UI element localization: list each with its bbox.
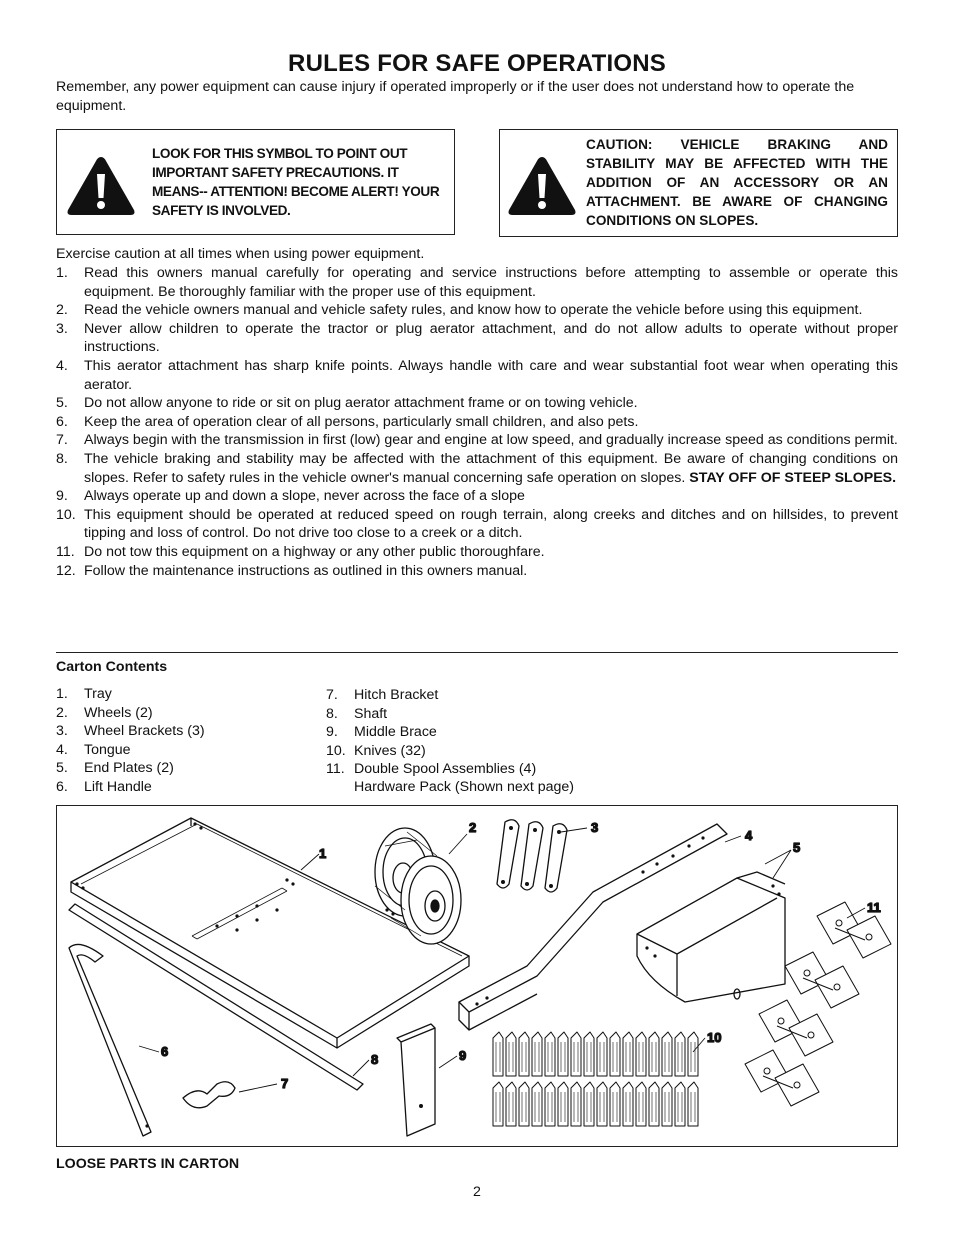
knife-shape (506, 1032, 516, 1076)
knife-shape (597, 1032, 607, 1076)
list-item: 7. Hitch Bracket (326, 687, 439, 703)
knife-shape (519, 1032, 529, 1076)
list-item: 2. Wheels (2) (56, 704, 153, 721)
knife-shape (649, 1032, 659, 1076)
knife-shape (623, 1082, 633, 1126)
safety-rules-list (56, 264, 898, 580)
callout-11: 11 (867, 900, 881, 915)
figure-caption: LOOSE PARTS IN CARTON (56, 1156, 240, 1172)
list-item: 3. Wheel Brackets (3) (56, 723, 205, 740)
knife-shape (545, 1082, 555, 1126)
list-item: 10. Knives (32) (326, 742, 426, 759)
knife-shape (610, 1032, 620, 1076)
rules-intro: Exercise caution at all times when using power equipment. (56, 246, 425, 262)
list-item: 9. Middle Brace (326, 724, 437, 741)
knives-drawing (493, 1032, 698, 1126)
list-item: 6. Lift Handle (56, 778, 152, 795)
list-item: 3. Never allow children to operate the tractor or plug aerator attachment, and do not allow adults to operate without proper instructions. (56, 320, 898, 356)
list-item: 1. Tray (56, 686, 112, 702)
list-item: 2. Read the vehicle owners manual and vehicle safety rules, and know how to operate the vehicle before using this equipment. (56, 302, 863, 319)
wheel-brackets-drawing (497, 820, 567, 892)
knife-shape (519, 1082, 529, 1126)
knife-shape (532, 1032, 542, 1076)
caution-braking-notice (499, 129, 898, 237)
knife-shape (571, 1082, 581, 1126)
end-plates-drawing (637, 872, 785, 1002)
knife-shape (597, 1082, 607, 1126)
callout-4: 4 (745, 828, 753, 843)
callout-8: 8 (371, 1052, 379, 1067)
knife-shape (688, 1032, 698, 1076)
loose-parts-illustration (56, 805, 898, 1147)
knife-shape (623, 1032, 633, 1076)
knife-shape (532, 1082, 542, 1126)
hitch-bracket-drawing (183, 1082, 235, 1108)
list-item: 10. This equipment should be operated at reduced speed on rough terrain, along creeks and ditches and on hillsides, to prevent tipping and loss of control. Do not drive too close to a creek or a ditch. (56, 506, 898, 542)
list-item: 7. Always begin with the transmission in first (low) gear and engine at low speed, and gradually increase speed as conditions permit. (56, 432, 898, 449)
steep-slopes-warning: STAY OFF OF STEEP SLOPES. (689, 469, 897, 486)
callout-2: 2 (469, 820, 477, 835)
list-item: 8. Shaft (326, 705, 388, 722)
callout-3: 3 (591, 820, 599, 835)
list-item: 8. The vehicle braking and stability may be affected with the attachment of this equipment. Be aware of changing conditions on slopes. Refer to safety rules in the vehicle owner's manual concerning safe operation on slopes. STAY OFF OF STEEP SLOPES. (56, 450, 898, 486)
carton-contents-list-1 (56, 685, 316, 797)
knife-shape (649, 1082, 659, 1126)
callout-9: 9 (459, 1048, 467, 1063)
knife-shape (506, 1082, 516, 1126)
page-number: 2 (473, 1184, 481, 1200)
section-divider (56, 652, 898, 653)
knife-shape (558, 1082, 568, 1126)
carton-contents-list-2 (326, 686, 646, 779)
list-item: 11. Do not tow this equipment on a highway or any other public thoroughfare. (56, 543, 545, 560)
safety-symbol-notice (56, 129, 455, 235)
list-item: 11. Double Spool Assemblies (4) (326, 761, 537, 778)
list-item: 1. Read this owners manual carefully for operating and service instructions before attempting to assemble or operate this equipment. Be thoroughly familiar with the proper use of this equipment. (56, 265, 898, 300)
knife-shape (610, 1082, 620, 1126)
hardware-pack-note: Hardware Pack (Shown next page) (354, 779, 575, 795)
list-item: 9. Always operate up and down a slope, never across the face of a slope (56, 488, 525, 505)
list-item: 5. Do not allow anyone to ride or sit on plug aerator attachment frame or on towing vehicle. (56, 395, 638, 412)
list-item: 4. This aerator attachment has sharp knife points. Always handle with care and wear substantial foot wear when operating this aerator. (56, 357, 898, 393)
middle-brace-drawing (397, 1024, 435, 1136)
knife-shape (662, 1082, 672, 1126)
list-item: 4. Tongue (56, 741, 131, 758)
callout-7: 7 (281, 1076, 289, 1091)
list-item: 5. End Plates (2) (56, 760, 174, 777)
callout-6: 6 (161, 1044, 169, 1059)
parts-drawing (57, 806, 899, 1148)
knife-shape (571, 1032, 581, 1076)
intro-paragraph: Remember, any power equipment can cause injury if operated improperly or if the user does not understand how to operate the equipment. (56, 79, 855, 114)
knife-shape (558, 1032, 568, 1076)
callout-10: 10 (707, 1030, 722, 1045)
page-title: RULES FOR SAFE OPERATIONS (288, 50, 666, 77)
list-item: 6. Keep the area of operation clear of all persons, particularly small children, and also pets. (56, 413, 639, 430)
knife-shape (636, 1032, 646, 1076)
caution-text: CAUTION: VEHICLE BRAKING AND STABILITY MAY BE AFFECTED WITH THE ADDITION OF AN ACCESSORY OR AN ATTACHMENT. BE AWARE OF CHANGING CONDITIONS ON SLOPES. (586, 137, 888, 228)
knife-shape (662, 1032, 672, 1076)
lift-handle-drawing (69, 944, 151, 1136)
callout-5: 5 (793, 840, 801, 855)
warning-triangle-icon (65, 154, 137, 218)
warning-text: LOOK FOR THIS SYMBOL TO POINT OUT IMPORTANT SAFETY PRECAUTIONS. IT MEANS-- ATTENTION! BECOME ALERT! YOUR SAFETY IS INVOLVED. (152, 146, 440, 218)
knife-shape (493, 1082, 503, 1126)
knife-shape (584, 1032, 594, 1076)
list-item: 12. Follow the maintenance instructions as outlined in this owners manual. (56, 562, 528, 579)
knife-shape (636, 1082, 646, 1126)
knife-shape (675, 1032, 685, 1076)
carton-contents-heading: Carton Contents (56, 659, 168, 675)
knife-shape (493, 1032, 503, 1076)
knife-shape (545, 1032, 555, 1076)
callout-1: 1 (319, 846, 327, 861)
knife-shape (584, 1082, 594, 1126)
knife-shape (688, 1082, 698, 1126)
warning-triangle-icon (506, 154, 578, 218)
knife-shape (675, 1082, 685, 1126)
